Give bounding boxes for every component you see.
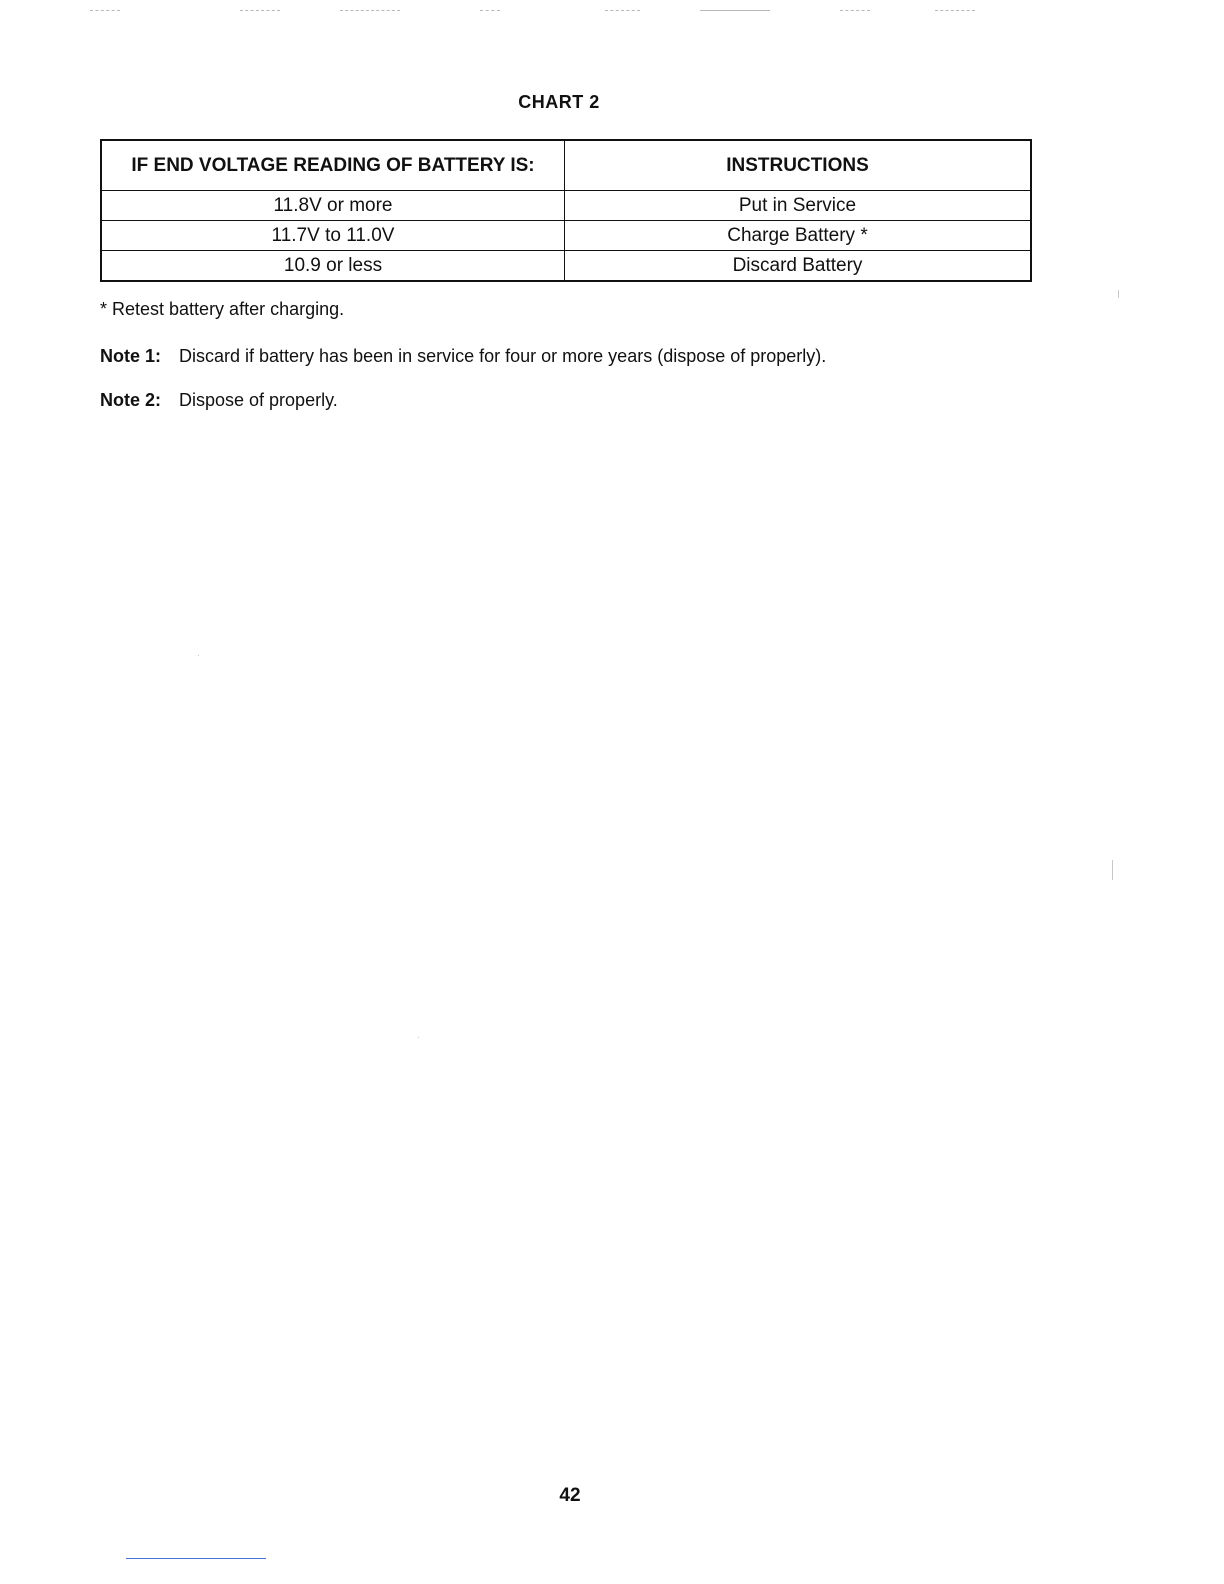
note-1-text: Discard if battery has been in service for four or more years (dispose of properly).: [179, 346, 827, 366]
note-2-text: Dispose of properly.: [179, 390, 338, 410]
bottom-rule: [126, 1558, 266, 1559]
table-row: [101, 251, 1031, 282]
voltage-cell: 10.9 or less: [101, 251, 565, 282]
note-1-label: Note 1:: [100, 346, 162, 366]
scan-speck: [418, 1037, 419, 1038]
note-2: [100, 390, 338, 411]
column-header-voltage-reading: IF END VOLTAGE READING OF BATTERY IS:: [101, 140, 565, 191]
chart-title: CHART 2: [518, 92, 600, 112]
instruction-cell: Charge Battery *: [565, 221, 1032, 251]
column-header-instructions: INSTRUCTIONS: [565, 140, 1032, 191]
page-number: 42: [559, 1485, 581, 1506]
instruction-cell: Put in Service: [565, 191, 1032, 221]
note-1: [100, 346, 826, 367]
table-row: [101, 191, 1031, 221]
scan-speck: [1118, 290, 1119, 298]
table-header-row: [101, 140, 1031, 191]
scan-speck: [1112, 860, 1113, 880]
scan-artifacts: [90, 10, 1050, 16]
table-row: [101, 221, 1031, 251]
scan-speck: [198, 655, 199, 656]
instruction-cell: Discard Battery: [565, 251, 1032, 282]
table-footnote: * Retest battery after charging.: [100, 299, 345, 319]
voltage-cell: 11.8V or more: [101, 191, 565, 221]
note-2-label: Note 2:: [100, 390, 162, 410]
battery-voltage-table: [100, 139, 1032, 282]
voltage-cell: 11.7V to 11.0V: [101, 221, 565, 251]
